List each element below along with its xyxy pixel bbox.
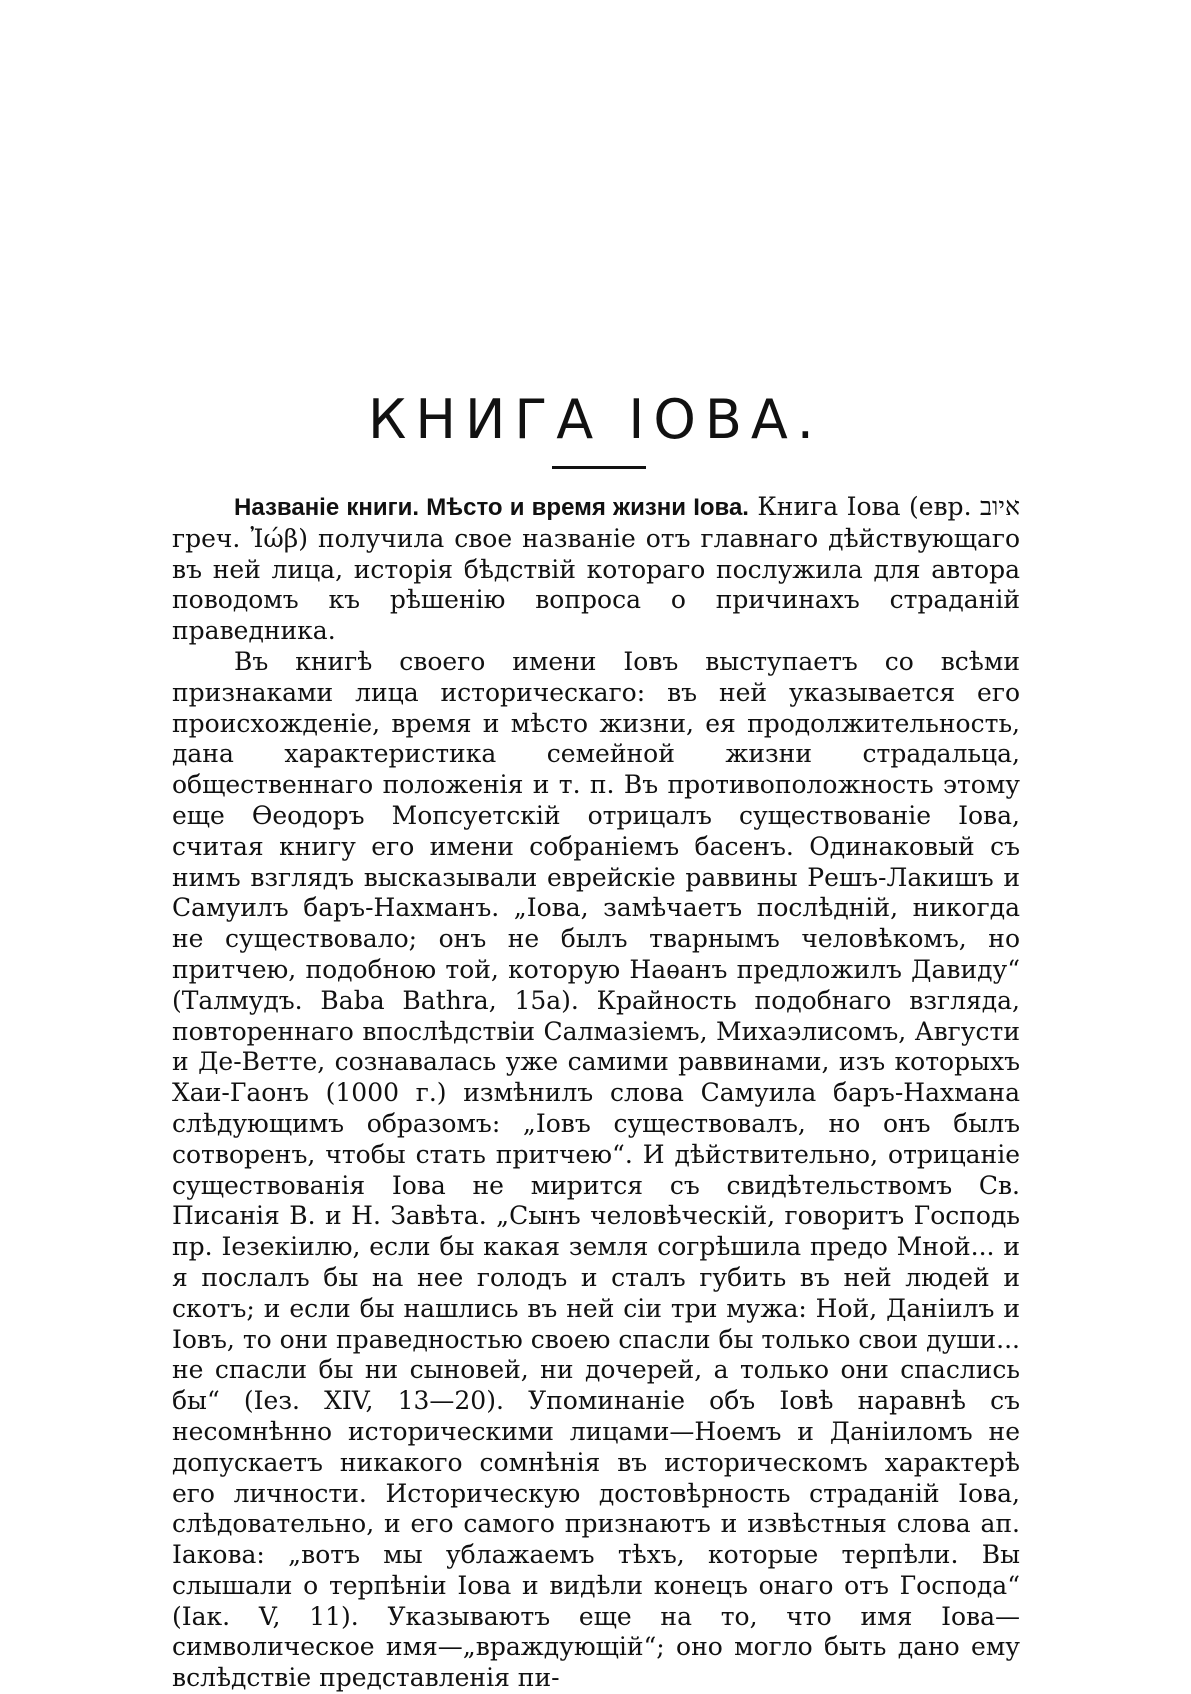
body-text — [172, 492, 1020, 1694]
page-title: КНИГА ІОВА. — [368, 388, 823, 451]
section-heading: Названіе книги. Мѣсто и время жизни Іова. — [234, 494, 749, 521]
paragraph-text: Въ книгѣ своего имени Іовъ выступаетъ со всѣми признаками лица историческаго: въ ней указывается его происхожденіе, время и мѣсто жизни, ея продолжительность, дана характеристика семейной жизни страдальца, общественнаго положенія и т. п. Въ противоположность этому еще Ѳеодоръ Мопсуетскій отрицалъ существованіе Іова, считая книгу его имени собраніемъ басенъ. Одинаковый съ нимъ взглядъ высказывали еврейскіе раввины Решъ-Лакишъ и Самуилъ баръ-Нахманъ. „Іова, замѣчаетъ послѣдній, никогда не существовало; онъ не былъ тварнымъ человѣкомъ, но притчею, подобною той, которую Наѳанъ предложилъ Давиду“ (Талмудъ. Baba Bathra, 15a). Крайность подобнаго взгляда, повтореннаго впослѣдствіи Салмазіемъ, Михаэлисомъ, Августи и Де-Ветте, сознавалась уже самими раввинами, изъ которыхъ Хаи-Гаонъ (1000 г.) измѣнилъ слова Самуила баръ-Нахмана слѣдующимъ образомъ: „Іовъ существовалъ, но онъ былъ сотворенъ, чтобы стать притчею“. И дѣйствительно, отрицаніе существованія Іова не мирится съ свидѣтельствомъ Св. Писанія В. и Н. Завѣта. „Сынъ человѣческій, говоритъ Господь пр. Іезекіилю, если бы какая земля согрѣшила предо Мной... и я послалъ бы на нее голодъ и сталъ губить въ ней людей и скотъ; и если бы нашлись въ ней сіи три мужа: Ной, Даніилъ и Іовъ, то они праведностью своею спасли бы только свои души... не спасли бы ни сыновей, ни дочерей, а только они спаслись бы“ (Іез. XIV, 13—20). Упоминаніе объ Іовѣ наравнѣ съ несомнѣнно историческими лицами—Ноемъ и Даніиломъ не допускаетъ никакого сомнѣнія въ историческомъ характерѣ его личности. Историческую достовѣрность страданій Іова, слѣдовательно, и его самого признаютъ и извѣстныя слова ап. Іакова: „вотъ мы ублажаемъ тѣхъ, которые терпѣли. Вы слышали о терпѣніи Іова и видѣли конецъ онаго отъ Господа“ (Іак. V, 11). Указываютъ еще на то, что имя Іова—символическое имя—„враждующій“; оно могло быть дано ему вслѣдствіе представленія пи- — [172, 646, 1020, 1693]
paragraph-2 — [172, 647, 1020, 1694]
title-divider — [552, 466, 646, 469]
paragraph-1 — [172, 492, 1020, 647]
paragraph-text: Книга Іова (евр. איוב греч. Ἰώβ) получила свое названіе отъ главнаго дѣйствующаго въ ней лица, исторія бѣдствій котораго послужила для автора поводомъ къ рѣшенію вопроса о причинахъ страданій праведника. — [172, 492, 1020, 646]
